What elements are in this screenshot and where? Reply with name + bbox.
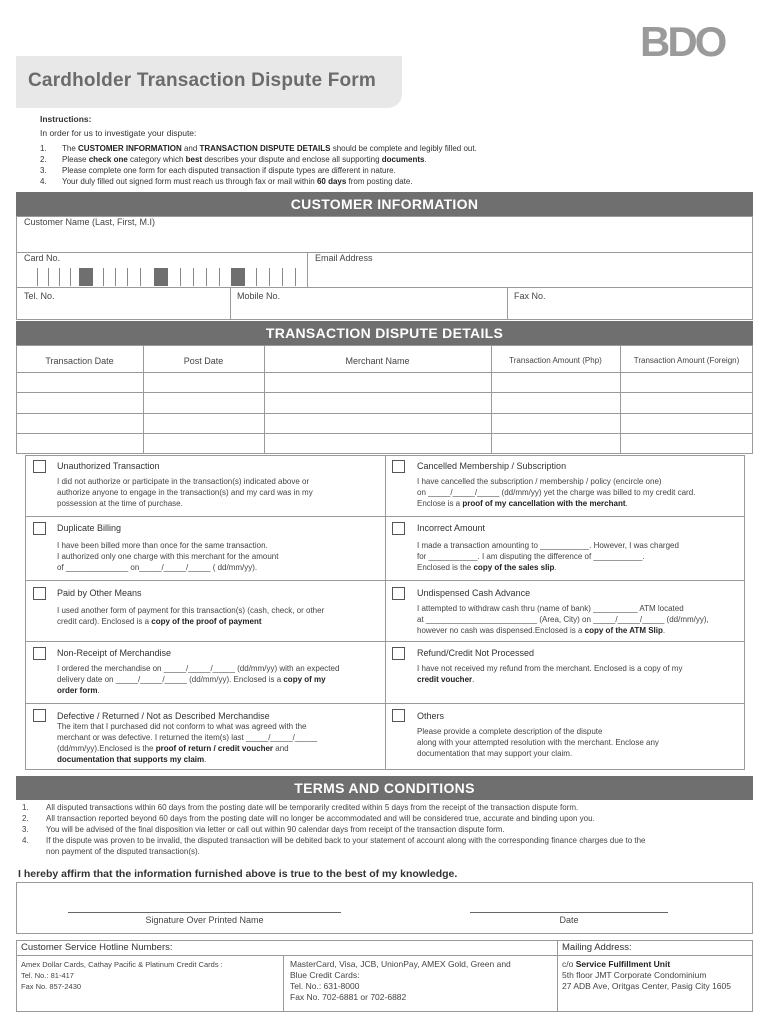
title-tab	[16, 56, 402, 108]
date-label: Date	[559, 915, 579, 925]
undispensed-cash-checkbox[interactable]	[392, 587, 405, 600]
refund-not-processed-checkbox[interactable]	[392, 647, 405, 660]
non-receipt-checkbox[interactable]	[33, 647, 46, 660]
divider	[16, 287, 753, 288]
cancelled-membership-checkbox[interactable]	[392, 460, 405, 473]
duplicate-billing-checkbox[interactable]	[33, 522, 46, 535]
bdo-logo	[640, 18, 750, 62]
defective-merchandise-checkbox[interactable]	[33, 709, 46, 722]
fax-number-label: Fax No.	[514, 291, 546, 301]
divider	[283, 955, 284, 1012]
page-title: Cardholder Transaction Dispute Form	[28, 70, 376, 91]
non-receipt-title: Non-Receipt of Merchandise	[57, 648, 172, 658]
date-line[interactable]	[470, 912, 668, 913]
term-item-3: 3. You will be advised of the final disposition via letter or call out within 90 calendar days from receipt of the transaction dispute form.	[22, 825, 505, 834]
instruction-item-3: 3. Please complete one form for each disputed transaction if dispute types are different in nature.	[40, 166, 396, 175]
column-header-post-date: Post Date	[183, 356, 224, 366]
term-item-4-continued: non payment of the disputed transaction(s).	[46, 847, 200, 856]
divider	[25, 580, 745, 581]
affirmation-statement: I hereby affirm that the information furnished above is true to the best of my knowledge.	[18, 868, 458, 880]
defective-merchandise-text: The item that I purchased did not conform to what was agreed with the merchant or was defective. I returned the item(s) last _____/_____/_____ (dd/mm/yy).Enclosed is the proof of return / credit voucher and documentation that supports my claim.	[57, 722, 318, 764]
divider	[230, 287, 231, 320]
paid-by-other-means-title: Paid by Other Means	[57, 588, 142, 598]
incorrect-amount-title: Incorrect Amount	[417, 523, 486, 533]
customer-information-header: CUSTOMER INFORMATION	[16, 192, 753, 216]
unauthorized-transaction-text: I did not authorize or participate in the transaction(s) indicated above or authorize anyone to engage in the transaction(s) and my card was in my possession at the time of purchase.	[57, 477, 313, 508]
signature-line[interactable]	[68, 912, 341, 913]
cancelled-membership-text: I have cancelled the subscription / membership / policy (encircle one) on _____/_____/_____ (dd/mm/yy) yet the charge was billed to my credit card. Enclose is a proof of my cancellation with the merchant.	[417, 477, 696, 508]
others-checkbox[interactable]	[392, 709, 405, 722]
paid-by-other-means-text: I used another form of payment for this transaction(s) (cash, check, or other credit card). Enclosed is a copy of the proof of payment	[57, 606, 325, 626]
mailing-address-title: Mailing Address:	[562, 942, 632, 953]
undispensed-cash-text: I attempted to withdraw cash thru (name of bank) __________ ATM located at _________________________ (Area, City) on _____/_____/_____ (dd/mm/yy), however no cash was dispensed.Enclosed is a copy of the ATM Slip.	[417, 604, 709, 635]
divider	[557, 940, 558, 1012]
column-header-amount-php: Transaction Amount (Php)	[509, 356, 602, 365]
tel-number-label: Tel. No.	[24, 291, 55, 301]
divider	[16, 392, 753, 393]
refund-not-processed-title: Refund/Credit Not Processed	[417, 648, 535, 658]
instructions-heading: Instructions:	[40, 114, 92, 124]
unauthorized-transaction-checkbox[interactable]	[33, 460, 46, 473]
incorrect-amount-checkbox[interactable]	[392, 522, 405, 535]
others-title: Others	[417, 711, 445, 721]
email-address-label: Email Address	[315, 253, 373, 263]
divider	[507, 287, 508, 320]
term-item-1: 1. All disputed transactions within 60 days from the posting date will be temporarily credited within 5 days from the receipt of the transaction dispute form.	[22, 803, 579, 812]
customer-name-label: Customer Name (Last, First, M.I)	[24, 217, 156, 227]
instruction-item-1: 1. The CUSTOMER INFORMATION and TRANSACTION DISPUTE DETAILS should be complete and legibly filled out.	[40, 144, 477, 153]
hotline-col-amex: Amex Dollar Cards, Cathay Pacific & Platinum Credit Cards : Tel. No.: 81-417 Fax No. 857-2430	[21, 960, 223, 991]
divider	[25, 641, 745, 642]
logo-text: BDO	[640, 18, 725, 62]
divider	[25, 703, 745, 704]
divider	[307, 252, 308, 287]
non-receipt-text: I ordered the merchandise on _____/_____/_____ (dd/mm/yy) with an expected delivery date on _____/_____/_____ (dd/mm/yy). Enclosed is a copy of my order form.	[57, 664, 340, 695]
divider	[25, 516, 745, 517]
column-header-transaction-date: Transaction Date	[45, 356, 114, 366]
unauthorized-transaction-title: Unauthorized Transaction	[57, 461, 160, 471]
instructions-intro: In order for us to investigate your dispute:	[40, 128, 197, 138]
divider	[385, 455, 386, 770]
refund-not-processed-text: I have not received my refund from the merchant. Enclosed is a copy of my credit voucher.	[417, 664, 683, 684]
transaction-dispute-details-header: TRANSACTION DISPUTE DETAILS	[16, 321, 753, 345]
divider	[16, 413, 753, 414]
terms-and-conditions-header: TERMS AND CONDITIONS	[16, 776, 753, 800]
paid-by-other-means-checkbox[interactable]	[33, 587, 46, 600]
mailing-address: c/o Service Fulfillment Unit 5th floor JMT Corporate Condominium 27 ADB Ave, Oritgas Center, Pasig City 1605	[562, 959, 731, 991]
divider	[16, 433, 753, 434]
others-text: Please provide a complete description of the dispute along with your attempted resolution with the merchant. Enclose any documentation that may support your claim.	[417, 727, 659, 758]
instruction-item-4: 4. Your duly filled out signed form must reach us through fax or mail within 60 days from posting date.	[40, 177, 413, 186]
divider	[16, 252, 753, 253]
divider	[16, 372, 753, 373]
signature-label: Signature Over Printed Name	[145, 915, 264, 925]
mobile-number-label: Mobile No.	[237, 291, 281, 301]
hotline-col-mastercard: MasterCard, Visa, JCB, UnionPay, AMEX Gold, Green and Blue Credit Cards: Tel. No.: 631-8000 Fax No. 702-6881 or 702-6882	[290, 959, 511, 1002]
defective-merchandise-title: Defective / Returned / Not as Described Merchandise	[57, 711, 270, 721]
divider	[16, 955, 753, 956]
term-item-2: 2. All transaction reported beyond 60 days from the posting date will no longer be accommodated and will be considered true, accurate and binding upon you.	[22, 814, 595, 823]
card-number-label: Card No.	[24, 253, 61, 263]
undispensed-cash-title: Undispensed Cash Advance	[417, 588, 531, 598]
signature-box	[16, 882, 753, 934]
duplicate-billing-title: Duplicate Billing	[57, 523, 122, 533]
hotline-title: Customer Service Hotline Numbers:	[21, 942, 173, 953]
instruction-item-2: 2. Please check one category which best describes your dispute and enclose all supporting documents.	[40, 155, 427, 164]
incorrect-amount-text: I made a transaction amounting to ___________. However, I was charged for ___________. I am disputing the difference of ___________. Enclosed is the copy of the sales slip.	[417, 541, 679, 572]
column-header-merchant-name: Merchant Name	[345, 356, 410, 366]
cancelled-membership-title: Cancelled Membership / Subscription	[417, 461, 567, 471]
column-header-amount-foreign: Transaction Amount (Foreign)	[633, 356, 740, 365]
duplicate-billing-text: I have been billed more than once for the same transaction. I authorized only one charge with this merchant for the amount of ______________ on_____/_____/_____ ( dd/mm/yy).	[57, 541, 279, 572]
term-item-4: 4. If the dispute was proven to be invalid, the disputed transaction will be debited back to your statement of account along with the corresponding finance charges due to the	[22, 836, 646, 845]
